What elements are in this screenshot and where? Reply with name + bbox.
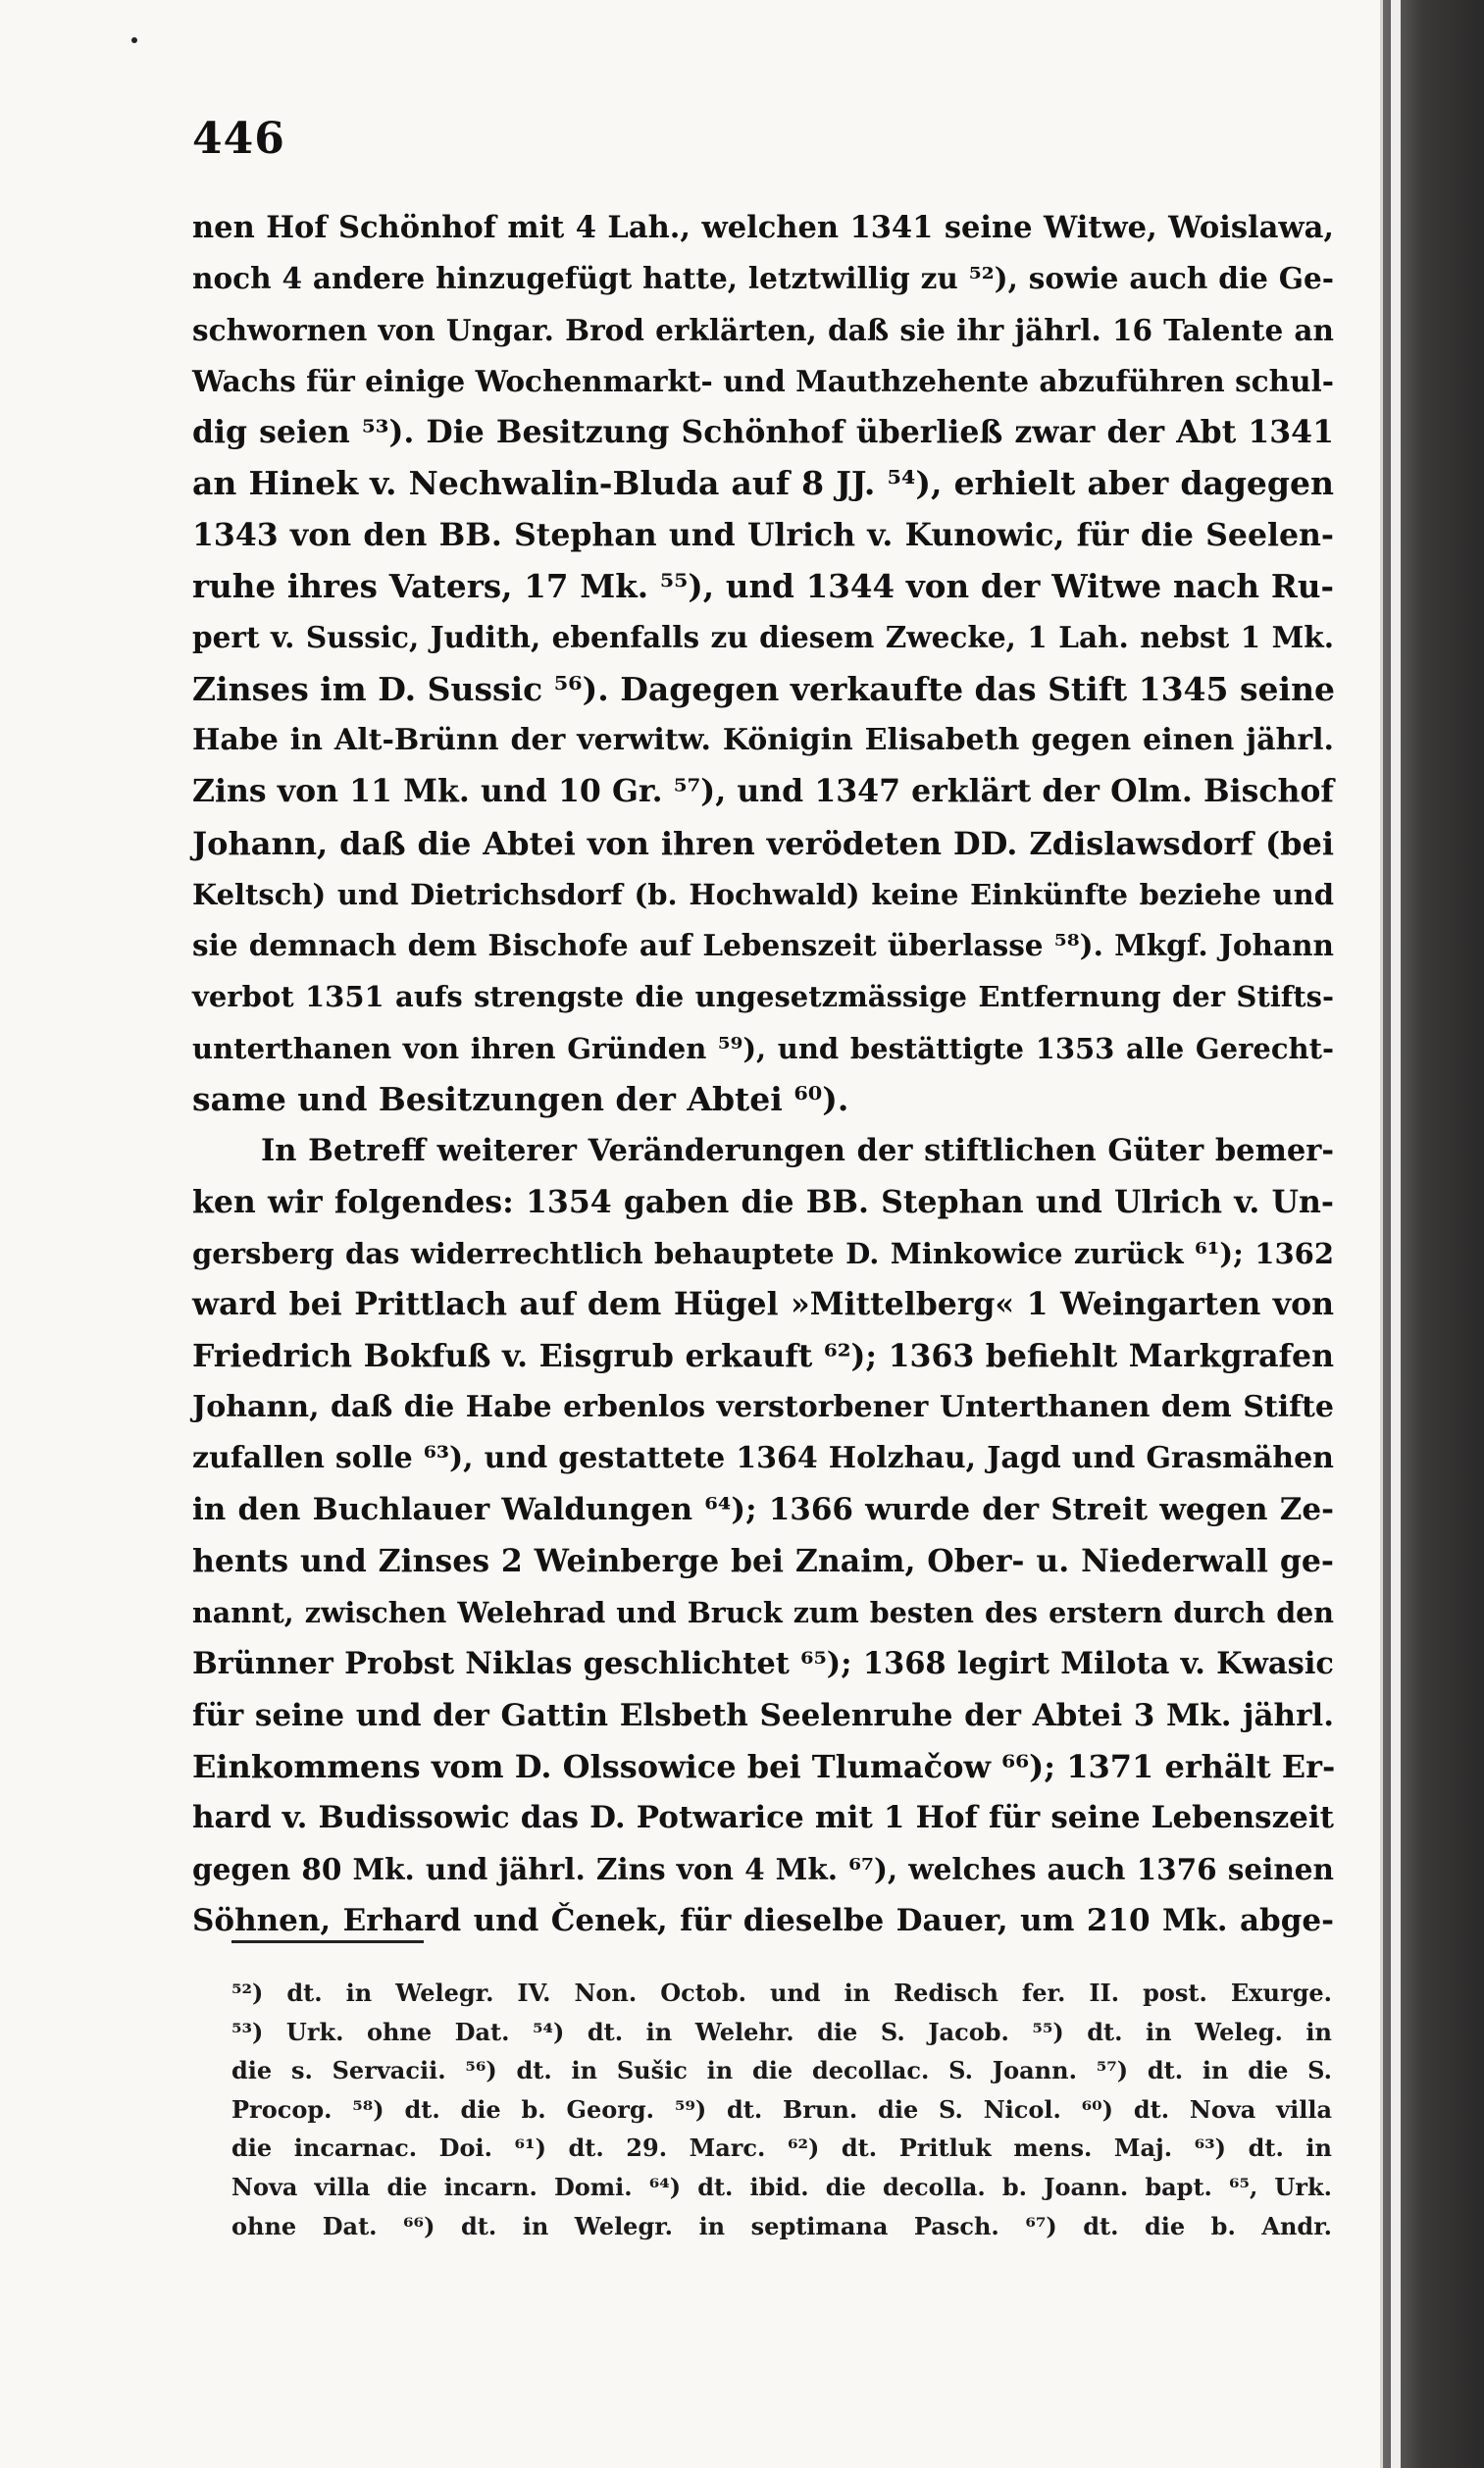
text-line: Einkommens vom D. Olssowice bei Tlumačow ⁶⁶); 1371 erhält Er- — [192, 1747, 1336, 1785]
text-line: In Betreff weiterer Veränderungen der stiftlichen Güter bemer- — [261, 1133, 1334, 1169]
text-line: Keltsch) und Dietrichsdorf (b. Hochwald) keine Einkünfte beziehe und — [192, 877, 1334, 911]
text-line: hard v. Budissowic das D. Potwarice mit 1 Hof für seine Lebenszeit — [192, 1800, 1334, 1836]
footnote-line: die incarnac. Doi. ⁶¹) dt. 29. Marc. ⁶²) dt. Pritluk mens. Maj. ⁶³) dt. in — [231, 2134, 1332, 2163]
text-line: dig seien ⁵³). Die Besitzung Schönhof überließ zwar der Abt 1341 — [192, 414, 1334, 451]
text-line: Brünner Probst Niklas geschlichtet ⁶⁵); 1368 legirt Milota v. Kwasic — [192, 1646, 1334, 1682]
text-line: Zinses im D. Sussic ⁵⁶). Dagegen verkaufte das Stift 1345 seine — [192, 669, 1336, 708]
text-line: nen Hof Schönhof mit 4 Lah., welchen 1341 seine Witwe, Woislawa, — [192, 210, 1334, 245]
text-line: Wachs für einige Wochenmarkt- und Mauthzehente abzuführen schul- — [192, 363, 1334, 398]
text-line: in den Buchlauer Waldungen ⁶⁴); 1366 wurde der Streit wegen Ze- — [192, 1492, 1334, 1528]
page-edge-strip — [1391, 0, 1401, 2468]
text-line: schwornen von Ungar. Brod erklärten, daß sie ihr jährl. 16 Talente an — [192, 312, 1334, 347]
footnote-line: ⁵³) Urk. ohne Dat. ⁵⁴) dt. in Welehr. die S. Jacob. ⁵⁵) dt. in Weleg. in — [231, 2017, 1332, 2046]
text-line: verbot 1351 aufs strengste die ungesetzmässige Entfernung der Stifts- — [192, 980, 1334, 1014]
paragraph-2 — [192, 1125, 1334, 1946]
main-text — [192, 202, 1334, 1946]
text-line: gersberg das widerrechtlich behauptete D. Minkowice zurück ⁶¹); 1362 — [192, 1236, 1334, 1270]
text-line: für seine und der Gattin Elsbeth Seelenruhe der Abtei 3 Mk. jährl. — [192, 1697, 1334, 1733]
text-line: same und Besitzungen der Abtei ⁶⁰). — [192, 1080, 849, 1119]
text-line: ward bei Prittlach auf dem Hügel »Mittelberg« 1 Weingarten von — [192, 1286, 1334, 1323]
paragraph-1 — [192, 202, 1334, 1125]
text-line: Söhnen, Erhard und Čenek, für dieselbe Dauer, um 210 Mk. abge- — [192, 1902, 1334, 1938]
text-line: Johann, daß die Abtei von ihren verödeten DD. Zdislawsdorf (bei — [192, 824, 1334, 862]
text-line: Johann, daß die Habe erbenlos verstorbener Unterthanen dem Stifte — [192, 1389, 1334, 1424]
page-number: 446 — [192, 114, 285, 164]
footnote-line: ohne Dat. ⁶⁶) dt. in Welegr. in septimana Pasch. ⁶⁷) dt. die b. Andr. — [231, 2211, 1332, 2240]
text-line: Zins von 11 Mk. und 10 Gr. ⁵⁷), und 1347 erklärt der Olm. Bischof — [192, 773, 1334, 810]
text-line: zufallen solle ⁶³), und gestattete 1364 Holzhau, Jagd und Grasmähen — [192, 1441, 1334, 1476]
text-line: nannt, zwischen Welehrad und Bruck zum besten des erstern durch den — [192, 1596, 1334, 1630]
text-line: Friedrich Bokfuß v. Eisgrub erkauft ⁶²); 1363 befiehlt Markgrafen — [192, 1337, 1334, 1374]
text-line: unterthanen von ihren Gründen ⁵⁹), und bestättigte 1353 alle Gerecht- — [192, 1031, 1334, 1065]
text-line: 1343 von den BB. Stephan und Ulrich v. Kunowic, für die Seelen- — [192, 516, 1334, 553]
text-line: ruhe ihres Vaters, 17 Mk. ⁵⁵), und 1344 von der Witwe nach Ru- — [192, 567, 1334, 606]
footnotes — [231, 1974, 1332, 2245]
footnote-line: ⁵²) dt. in Welegr. IV. Non. Octob. und in Redisch fer. II. post. Exurge. — [231, 1979, 1332, 2007]
text-line: sie demnach dem Bischofe auf Lebenszeit überlasse ⁵⁸). Mkgf. Johann — [192, 928, 1334, 963]
footnote-line: Nova villa die incarn. Domi. ⁶⁴) dt. ibid. die decolla. b. Joann. bapt. ⁶⁵, Urk. — [231, 2172, 1332, 2201]
footnote-rule — [231, 1940, 424, 1943]
text-line: ken wir folgendes: 1354 gaben die BB. Stephan und Ulrich v. Un- — [192, 1183, 1334, 1220]
text-line: pert v. Sussic, Judith, ebenfalls zu diesem Zwecke, 1 Lah. nebst 1 Mk. — [192, 620, 1334, 655]
ink-speck — [131, 37, 137, 43]
text-line: Habe in Alt-Brünn der verwitw. Königin Elisabeth gegen einen jährl. — [192, 722, 1334, 757]
text-line: hents und Zinses 2 Weinberge bei Znaim, Ober- u. Niederwall ge- — [192, 1542, 1334, 1579]
text-line: noch 4 andere hinzugefügt hatte, letztwillig zu ⁵²), sowie auch die Ge- — [192, 261, 1334, 296]
footnote-line: die s. Servacii. ⁵⁶) dt. in Sušic in die decollac. S. Joann. ⁵⁷) dt. in die S. — [231, 2056, 1332, 2085]
footnote-line: Procop. ⁵⁸) dt. die b. Georg. ⁵⁹) dt. Brun. die S. Nicol. ⁶⁰) dt. Nova villa — [231, 2094, 1332, 2124]
text-line: gegen 80 Mk. und jährl. Zins von 4 Mk. ⁶⁷), welches auch 1376 seinen — [192, 1851, 1334, 1886]
text-line: an Hinek v. Nechwalin-Bluda auf 8 JJ. ⁵⁴), erhielt aber dagegen — [192, 464, 1334, 503]
